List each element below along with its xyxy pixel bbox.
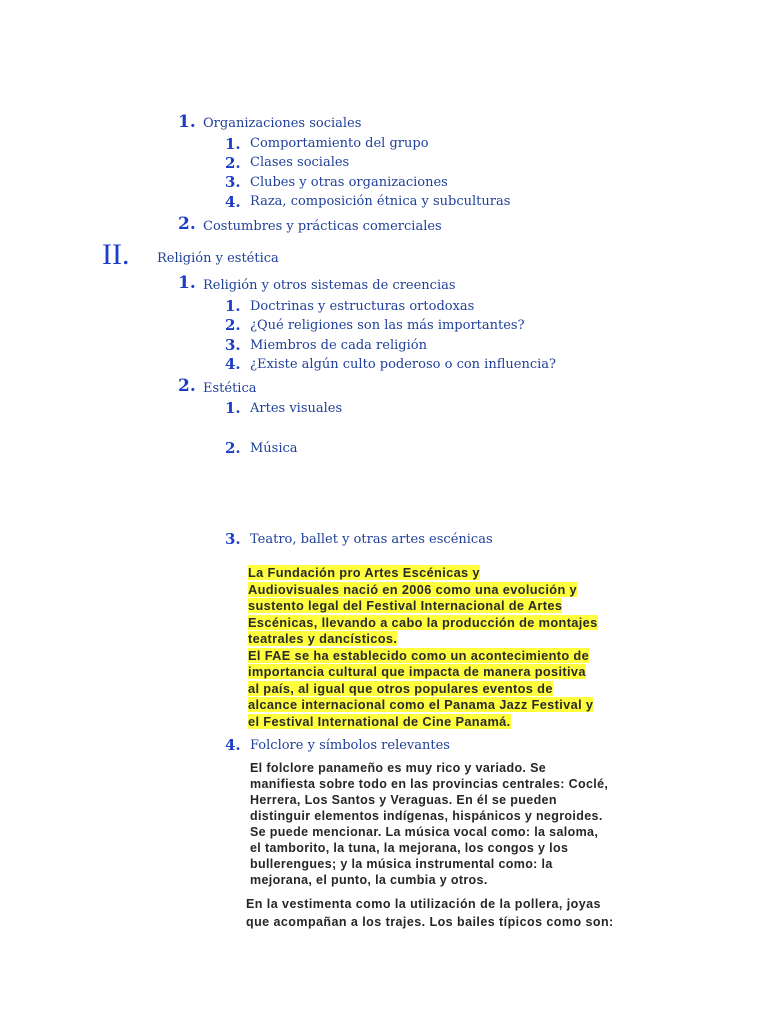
outline-subitem: Raza, composición étnica y subculturas <box>250 194 511 209</box>
outline-number: 2. <box>225 316 241 334</box>
outline-number: 4. <box>225 193 241 211</box>
outline-number: 1. <box>225 399 241 417</box>
outline-subitem: Folclore y símbolos relevantes <box>250 738 450 753</box>
outline-number: 4. <box>225 736 241 754</box>
outline-subitem: Doctrinas y estructuras ortodoxas <box>250 299 475 314</box>
paragraph-line: que acompañan a los trajes. Los bailes típicos como son: <box>246 915 614 929</box>
outline-subitem: Teatro, ballet y otras artes escénicas <box>250 532 493 547</box>
outline-subitem: ¿Existe algún culto poderoso o con influencia? <box>250 357 556 372</box>
paragraph-line: mejorana, el punto, la cumbia y otros. <box>250 873 488 887</box>
outline-number: 2. <box>178 376 196 396</box>
outline-number: 2. <box>178 214 196 234</box>
paragraph-line: El FAE se ha establecido como un acontecimiento de <box>248 647 590 663</box>
paragraph-line: al país, al igual que otros populares eventos de <box>248 680 553 696</box>
paragraph-line: Audiovisuales nació en 2006 como una evolución y <box>248 581 577 597</box>
outline-number: 3. <box>225 336 241 354</box>
outline-number: 1. <box>225 297 241 315</box>
outline-subitem: Música <box>250 441 298 456</box>
paragraph-line: bullerengues; y la música instrumental como: la <box>250 857 553 871</box>
paragraph-line: Se puede mencionar. La música vocal como: la saloma, <box>250 825 599 839</box>
paragraph-line: sustento legal del Festival Internacional de Artes <box>248 598 563 613</box>
paragraph-line: distinguir elementos indígenas, hispánicos y negroides. <box>250 809 603 823</box>
outline-subitem: Clubes y otras organizaciones <box>250 175 448 190</box>
paragraph-line: el Festival International de Cine Panamá. <box>248 713 511 729</box>
outline-number: 2. <box>225 154 241 172</box>
outline-number: 1. <box>178 112 196 132</box>
outline-item: Religión y otros sistemas de creencias <box>203 278 456 293</box>
outline-number: 3. <box>225 530 241 548</box>
outline-subitem: Artes visuales <box>250 401 343 416</box>
outline-item: Organizaciones sociales <box>203 116 362 131</box>
paragraph-line: importancia cultural que impacta de manera positiva <box>248 664 586 679</box>
section-roman-numeral: II. <box>102 238 130 271</box>
outline-number: 2. <box>225 439 241 457</box>
vestimenta-paragraph <box>246 895 666 931</box>
outline-item: Estética <box>203 381 257 396</box>
outline-item: Costumbres y prácticas comerciales <box>203 219 442 234</box>
outline-subitem: Comportamiento del grupo <box>250 136 429 151</box>
paragraph-line: Escénicas, llevando a cabo la producción de montajes <box>248 614 598 630</box>
section-title: Religión y estética <box>157 251 279 266</box>
outline-number: 1. <box>178 273 196 293</box>
outline-number: 4. <box>225 355 241 373</box>
paragraph-line: alcance internacional como el Panama Jazz Festival y <box>248 697 594 712</box>
outline-subitem: Clases sociales <box>250 155 350 170</box>
outline-subitem: ¿Qué religiones son las más importantes? <box>250 318 525 333</box>
paragraph-line: el tamborito, la tuna, la mejorana, los congos y los <box>250 841 569 855</box>
paragraph-line: teatrales y dancísticos. <box>248 631 398 646</box>
highlighted-paragraph <box>248 565 653 730</box>
paragraph-line: En la vestimenta como la utilización de la pollera, joyas <box>246 897 601 911</box>
outline-subitem: Miembros de cada religión <box>250 338 427 353</box>
outline-number: 1. <box>225 135 241 153</box>
outline-number: 3. <box>225 173 241 191</box>
paragraph-line: manifiesta sobre todo en las provincias centrales: Coclé, <box>250 777 609 791</box>
paragraph-line: La Fundación pro Artes Escénicas y <box>248 565 480 580</box>
folclore-paragraph <box>250 760 660 888</box>
paragraph-line: El folclore panameño es muy rico y variado. Se <box>250 761 547 775</box>
paragraph-line: Herrera, Los Santos y Veraguas. En él se pueden <box>250 793 557 807</box>
